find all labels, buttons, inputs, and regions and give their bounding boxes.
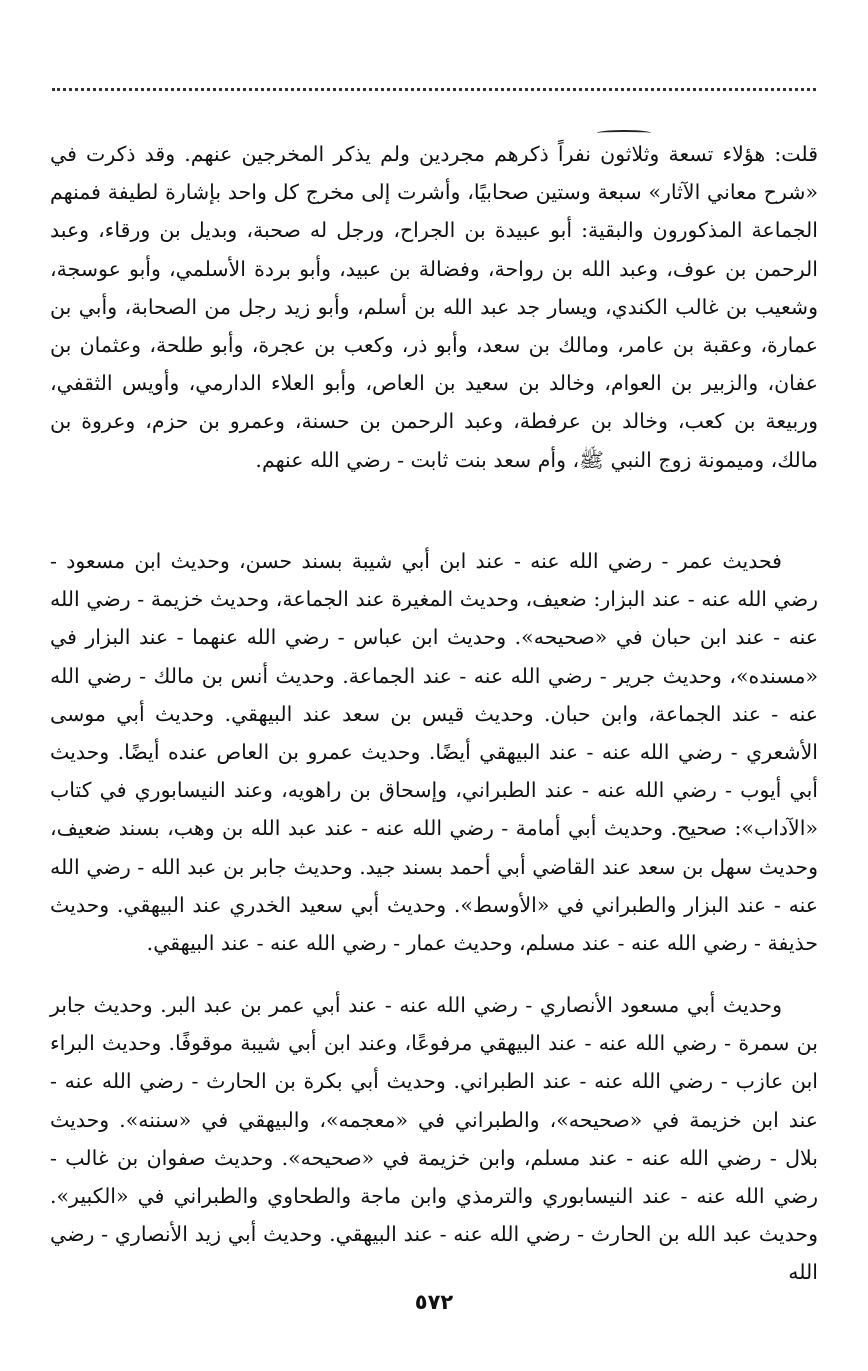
paragraph-1 (50, 135, 818, 479)
paragraph-3 (50, 986, 818, 1292)
paragraph-1-text: قلت: هؤلاء تسعة وثلاثون نفراً ذكرهم مجردين ولم يذكر المخرجين عنهم. وقد ذكرت في «شرح معاني الآثار» سبعة وستين صحابيًا، وأشرت إلى مخرج كل واحد بإشارة لطيفة فمنهم الجماعة المذكورون والبقية: أبو عبيدة بن الجراح، ورجل له صحبة، وبديل بن ورقاء، وعبد الرحمن بن عوف، وعبد الله بن رواحة، وفضالة بن عبيد، وأبو بردة الأسلمي، وأبو عوسجة، وشعيب بن غالب الكندي، ويسار جد عبد الله بن أسلم، وأبو زيد رجل من الصحابة، وأبي بن عمارة، وعقبة بن عامر، ومالك بن سعد، وأبو ذر، وكعب بن عجرة، وأبو طلحة، وعثمان بن عفان، والزبير بن العوام، وخالد بن سعيد بن العاص، وأبو العلاء الدارمي، وأويس الثقفي، وربيعة بن كعب، وخالد بن عرفطة، وعبد الرحمن بن حسنة، وعمرو بن حزم، وعروة بن مالك، وميمونة زوج النبي ﷺ، وأم سعد بنت ثابت - رضي الله عنهم. (50, 142, 818, 472)
header-dotted-rule (52, 88, 816, 91)
paragraph-3-text: وحديث أبي مسعود الأنصاري - رضي الله عنه - عند أبي عمر بن عبد البر. وحديث جابر بن سمرة - رضي الله عنه - عند البيهقي مرفوعًا، وعند ابن أبي شيبة موقوفًا. وحديث البراء ابن عازب - رضي الله عنه - عند الطبراني. وحديث أبي بكرة بن الحارث - رضي الله عنه - عند ابن خزيمة في «صحيحه»، والطبراني في «معجمه»، والبيهقي في «سننه». وحديث بلال - رضي الله عنه - عند مسلم، وابن خزيمة في «صحيحه». وحديث صفوان بن غالب - رضي الله عنه - عند النيسابوري والترمذي وابن ماجة والطحاوي والطبراني في «الكبير». وحديث عبد الله بن الحارث - رضي الله عنه - عند البيهقي. وحديث أبي زيد الأنصاري - رضي الله (50, 993, 818, 1285)
page-number: ٥٧٢ (414, 1290, 454, 1314)
paragraph-2-text: فحديث عمر - رضي الله عنه - عند ابن أبي شيبة بسند حسن، وحديث ابن مسعود - رضي الله عنه - عند البزار: ضعيف، وحديث المغيرة عند الجماعة، وحديث خزيمة - رضي الله عنه - عند ابن حبان في «صحيحه». وحديث ابن عباس - رضي الله عنهما - عند البزار في «مسنده»، وحديث جرير - رضي الله عنه - عند الجماعة. وحديث أنس بن مالك - رضي الله عنه - عند الجماعة، وابن حبان. وحديث قيس بن سعد عند البيهقي. وحديث أبي موسى الأشعري - رضي الله عنه - عند البيهقي أيضًا. وحديث عمرو بن العاص عنده أيضًا. وحديث أبي أيوب - رضي الله عنه - عند الطبراني، وإسحاق بن راهويه، وعند النيسابوري في كتاب «الآداب»: صحيح. وحديث أبي أمامة - رضي الله عنه - عند عبد الله بن وهب، بسند ضعيف، وحديث سهل بن سعد عند القاضي أبي أحمد بسند جيد. وحديث جابر بن عبد الله - رضي الله عنه - عند البزار والطبراني في «الأوسط». وحديث أبي سعيد الخدري عند البيهقي. وحديث حذيفة - رضي الله عنه - عند مسلم، وحديث عمار - رضي الله عنه - عند البيهقي. (50, 549, 818, 956)
paragraph-2 (50, 542, 818, 962)
